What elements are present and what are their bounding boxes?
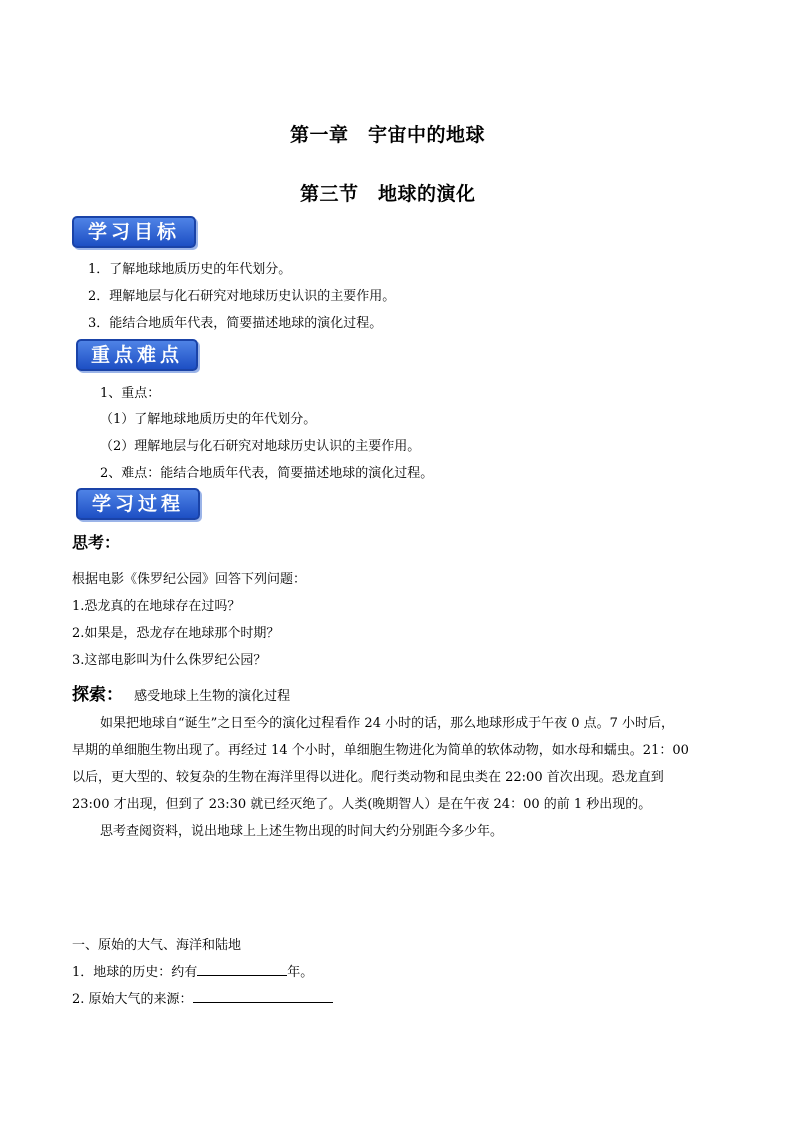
question-atmosphere-row (72, 988, 333, 1007)
question-item: 2.如果是，恐龙存在地球那个时期？ (72, 626, 280, 641)
key-point-item: 1、重点： (100, 386, 161, 401)
think-heading: 思考： (72, 533, 121, 552)
goal-item: 1．了解地球地质历史的年代划分。 (88, 262, 292, 277)
paragraph-line: 如果把地球自“诞生”之日至今的演化过程看作 24 小时的话，那么地球形成于午夜 0 点。7 小时后， (100, 716, 675, 731)
section-title: 第三节 地球的演化 (300, 183, 476, 205)
atmosphere-answer-blank[interactable] (193, 988, 333, 1003)
explore-heading: 探索： (72, 685, 123, 705)
key-point-item: （1）了解地球地质历史的年代划分。 (100, 412, 317, 427)
key-points-badge: 重点难点 (76, 339, 198, 371)
question-item: 1.恐龙真的在地球存在过吗？ (72, 599, 241, 614)
goal-item: 3．能结合地质年代表，简要描述地球的演化过程。 (88, 316, 383, 331)
paragraph-line: 以后，更大型的、较复杂的生物在海洋里得以进化。爬行类动物和昆虫类在 22:00 首次出现。恐龙直到 (72, 770, 664, 785)
history-prefix: 1．地球的历史：约有 (72, 965, 198, 980)
learning-goals-badge: 学习目标 (72, 216, 196, 248)
section-one-heading: 一、原始的大气、海洋和陆地 (72, 938, 242, 953)
atmosphere-prefix: 2. 原始大气的来源： (72, 992, 193, 1007)
paragraph-line: 早期的单细胞生物出现了。再经过 14 个小时，单细胞生物进化为简单的软体动物，如水母和蠕虫。21：00 (72, 743, 689, 758)
question-history-row (72, 961, 313, 980)
explore-title: 感受地球上生物的演化过程 (134, 689, 291, 704)
question-item: 3.这部电影叫为什么侏罗纪公园？ (72, 653, 267, 668)
key-point-item: （2）理解地层与化石研究对地球历史认识的主要作用。 (100, 439, 421, 454)
paragraph-line: 23:00 才出现，但到了 23:30 就已经灭绝了。人类(晚期智人）是在午夜 24：00 的前 1 秒出现的。 (72, 797, 652, 812)
history-suffix: 年。 (287, 965, 314, 980)
history-answer-blank[interactable] (197, 961, 287, 976)
explore-row (72, 680, 290, 705)
key-point-item: 2、难点：能结合地质年代表，简要描述地球的演化过程。 (100, 466, 434, 481)
think-intro: 根据电影《侏罗纪公园》回答下列问题： (72, 572, 307, 587)
chapter-title: 第一章 宇宙中的地球 (290, 124, 486, 146)
process-badge: 学习过程 (76, 488, 200, 520)
goal-item: 2．理解地层与化石研究对地球历史认识的主要作用。 (88, 289, 396, 304)
task-line: 思考查阅资料，说出地球上上述生物出现的时间大约分别距今多少年。 (100, 824, 504, 839)
